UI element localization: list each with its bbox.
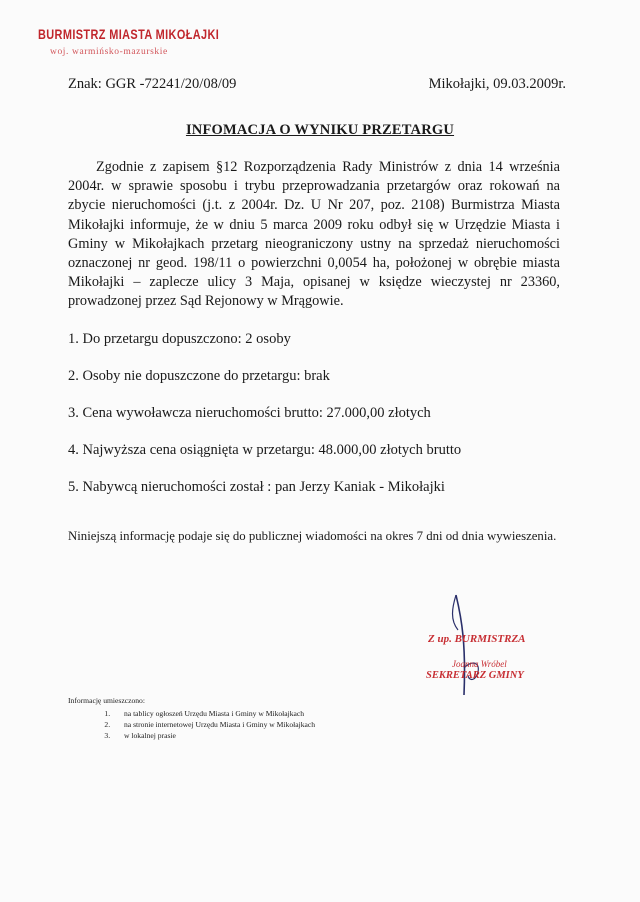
signature-stamp-line3: SEKRETARZ GMINY [426, 670, 524, 681]
body-paragraph: Zgodnie z zapisem §12 Rozporządzenia Rady Ministrów z dnia 14 września 2004r. w sprawie sposobu i trybu przeprowadzania przetargów oraz rokowań na zbycie nieruchomości (j.t. z 2004r. Dz. U Nr 207, poz. 2108) Burmistrza Miasta Mikołajki informuje, że w dniu 5 marca 2009 roku odbył się w Urzędzie Miasta i Gminy w Mikołajkach przetarg nieograniczony ustny na sprzedaż nieruchomości oznaczonej nr geod. 198/11 o powierzchni 0,0054 ha, położonej w obrębie miasta Mikołajki – zaplecze ulicy 3 Maja, opisanej w księdze wieczystej nr 23360, prowadzonej przez Sąd Rejonowy w Mrągowie. [68, 159, 560, 310]
signature-stamp-line1: Z up. BURMISTRZA [428, 633, 526, 645]
point-not-admitted: 2. Osoby nie dopuszczone do przetargu: brak [68, 368, 330, 384]
handwritten-signature [412, 590, 602, 700]
signature-block [412, 590, 602, 700]
point-admitted: 1. Do przetargu dopuszczono: 2 osoby [68, 331, 291, 347]
document-title: INFOMACJA O WYNIKU PRZETARGU [185, 122, 455, 138]
point-highest-price: 4. Najwyższa cena osiągnięta w przetargu: 48.000,00 złotych brutto [68, 442, 462, 458]
result-points [68, 330, 568, 515]
footer-item: 3. w lokalnej prasie [112, 730, 315, 741]
reference-number: Znak: GGR -72241/20/08/09 [68, 76, 237, 92]
footer-distribution [68, 695, 315, 741]
office-stamp-title: BURMISTRZ MIASTA MIKOŁAJKI [38, 26, 220, 42]
footer-item: 1. na tablicy ogłoszeń Urzędu Miasta i Gminy w Mikołajkach [112, 708, 315, 719]
footer-item: 2. na stronie internetowej Urzędu Miasta i Gminy w Mikołajkach [112, 719, 315, 730]
point-starting-price: 3. Cena wywoławcza nieruchomości brutto: 27.000,00 złotych [68, 405, 431, 421]
point-buyer: 5. Nabywcą nieruchomości został : pan Jerzy Kaniak - Mikołajki [68, 479, 445, 495]
office-stamp [38, 26, 248, 57]
office-stamp-region: woj. warmińsko-mazurskie [50, 47, 168, 57]
footer-list [68, 708, 315, 741]
place-and-date: Mikołajki, 09.03.2009r. [428, 76, 566, 92]
closing-paragraph: Niniejszą informację podaje się do publicznej wiadomości na okres 7 dni od dnia wywieszenia. [68, 529, 557, 543]
footer-title: Informację umieszczono: [68, 696, 145, 705]
signature-stamp-line2: Joanna Wróbel [452, 659, 507, 669]
